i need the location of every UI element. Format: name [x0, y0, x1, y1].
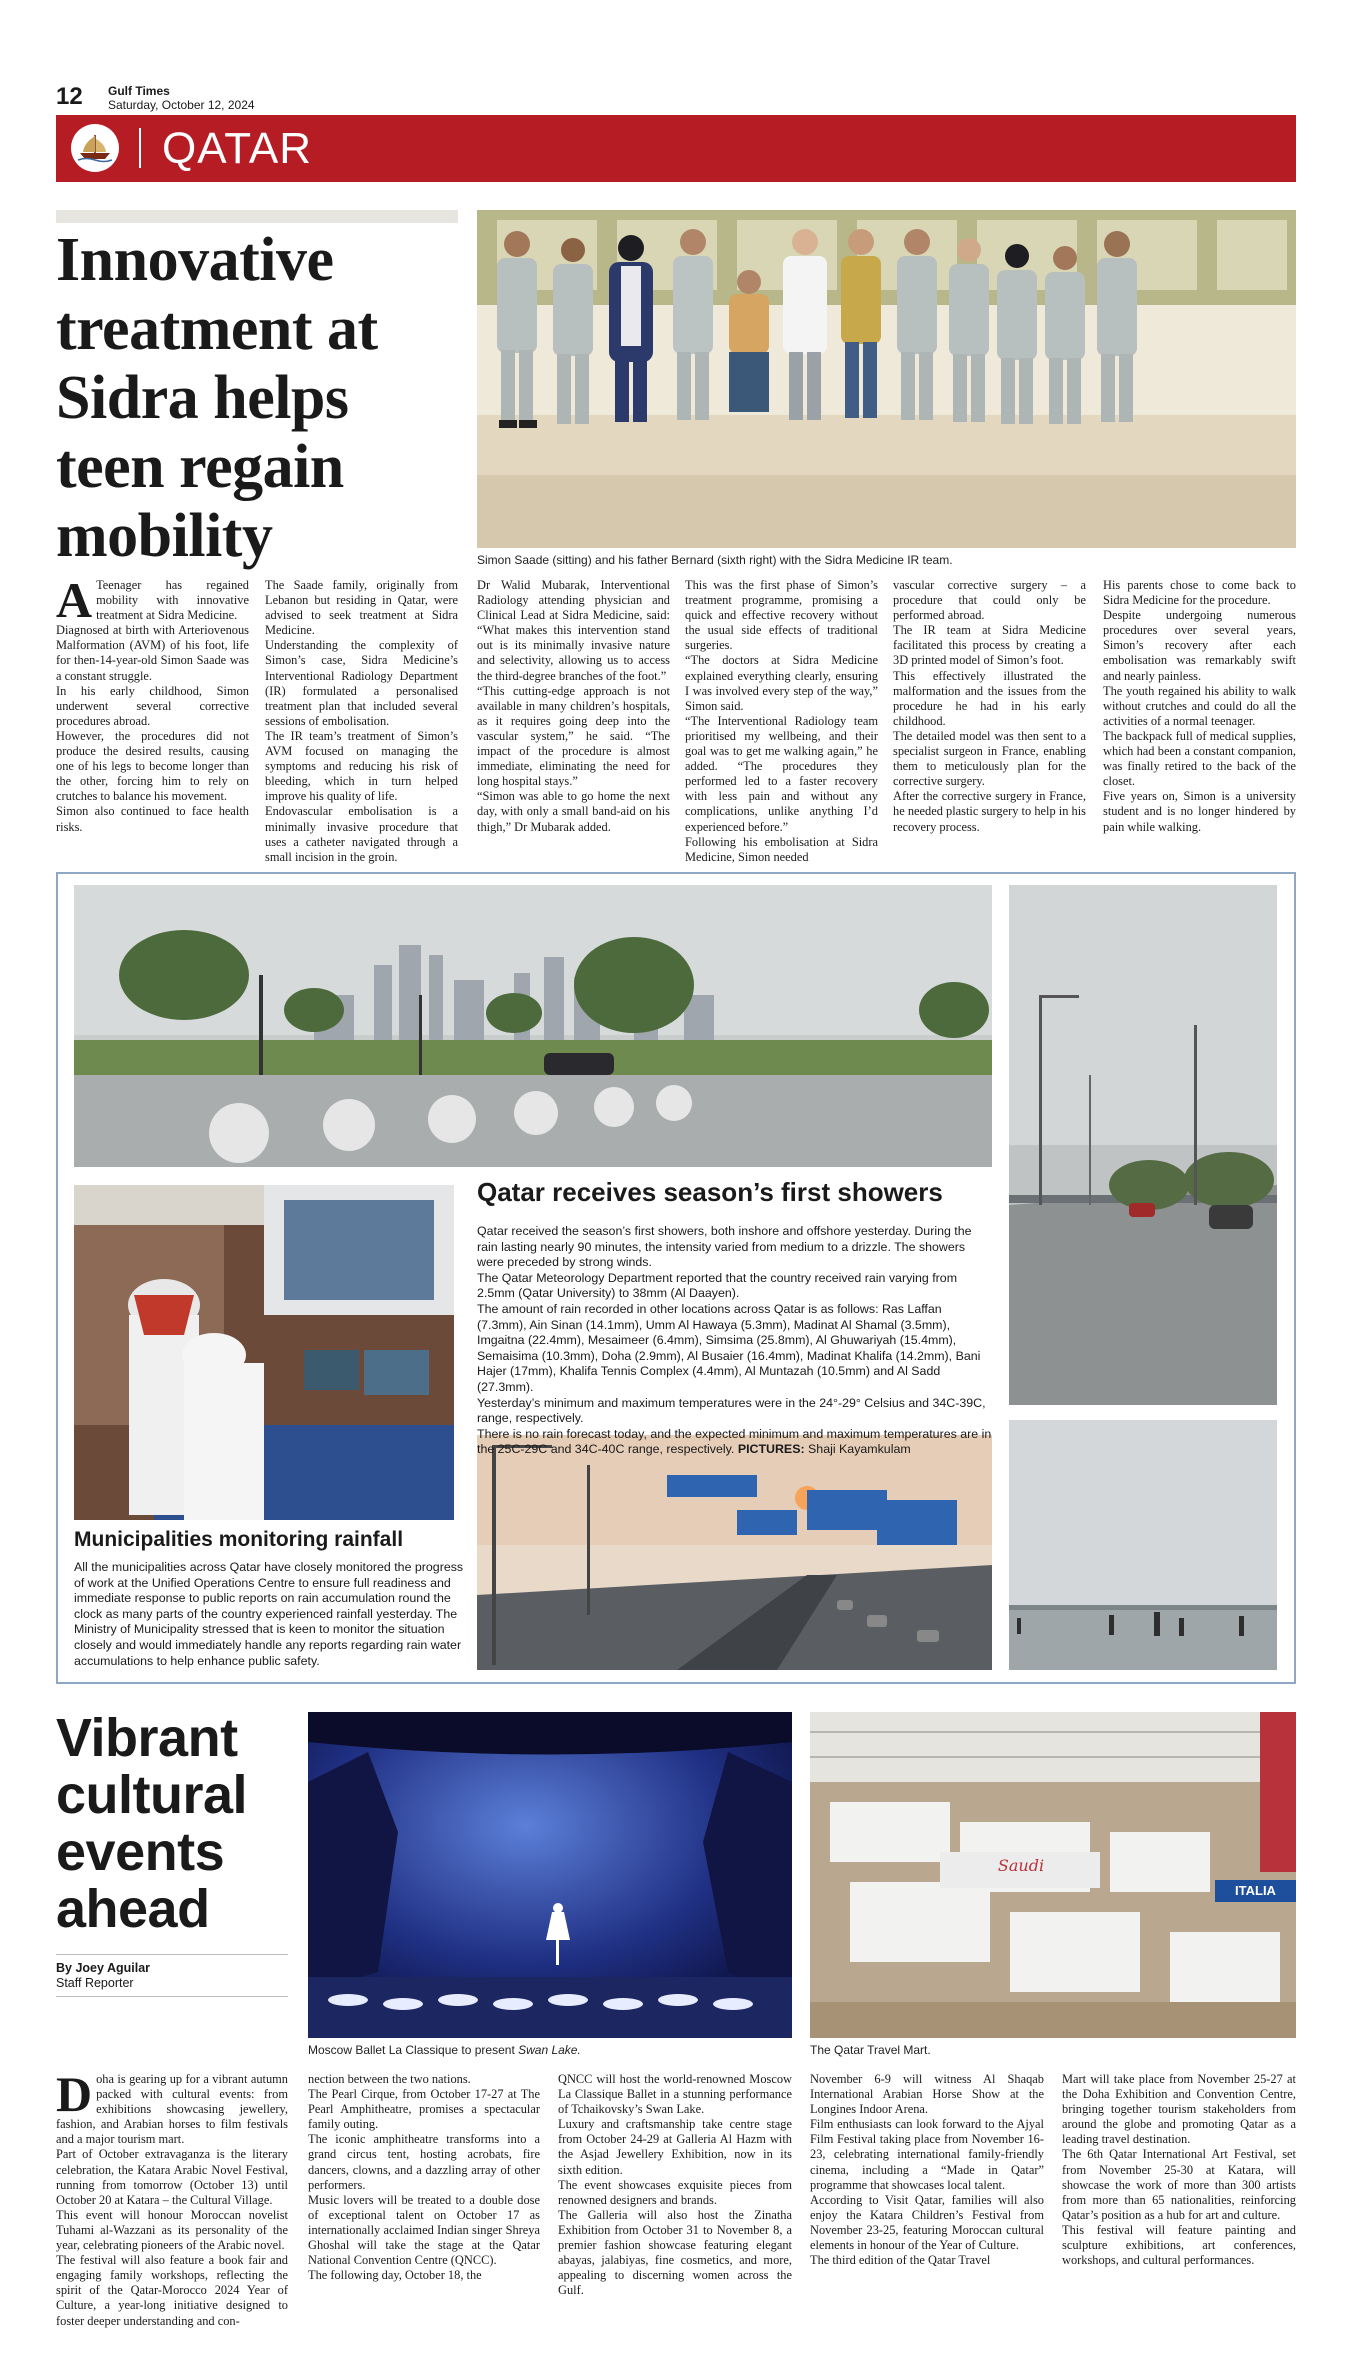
swan-lake-ballet-photo: [308, 1712, 792, 2038]
paragraph: Yesterday’s minimum and maximum temperatures were in the 24°-29° Celsius and 34C-39C, range, respectively.: [477, 1395, 986, 1426]
municipalities-text: All the municipalities across Qatar have closely monitored the progress of work at the Unified Operations Centre to ensure full readiness and immediate response to public reports on rain accumulation round the clock as many parts of the country experienced rainfall yesterday. The Ministry of Municipality stressed that is keen to monitor the situation closely and would immediately handle any reports regarding rain water accumulations to help enhance public safety.: [74, 1560, 464, 1668]
paragraph: The IR team’s treatment of Simon’s AVM focused on managing the symptoms and reducing his risk of bleeding, which in turn helped improve his quality of life.: [265, 728, 458, 804]
paragraph: Simon also continued to face health risks.: [56, 804, 249, 834]
paragraph: The IR team at Sidra Medicine facilitated this process by creating a 3D printed model of Simon’s foot.: [893, 623, 1086, 668]
sunset-highway-photo: [477, 1435, 992, 1670]
seafront-rain-photo: [1009, 1420, 1277, 1670]
story1-column-3: [477, 578, 670, 835]
story1-column-5: [893, 578, 1086, 835]
story3-column-2: [308, 2072, 540, 2283]
banner-divider: [139, 128, 141, 168]
paragraph: The Pearl Cirque, from October 17-27 at The Pearl Amphitheatre, promises a spectacular family outing.: [308, 2087, 540, 2132]
paragraph: His parents chose to come back to Sidra Medicine for the procedure.: [1103, 578, 1296, 608]
paragraph: nection between the two nations.: [308, 2072, 471, 2086]
paragraph: However, the procedures did not produce the desired results, causing one of his legs to become longer than the other, forcing him to rely on crutches to balance his movement.: [56, 728, 249, 804]
paragraph: Luxury and craftsmanship take centre stage from October 24-29 at Galleria Al Hazm with the Asjad Jewellery Exhibition, now in its sixth edition.: [558, 2117, 792, 2177]
paragraph: The backpack full of medical supplies, which had been a constant companion, was finally retired to the back of the closet.: [1103, 728, 1296, 789]
paragraph-text: There is no rain forecast today, and the expected minimum and maximum temperatures are in the 25C-29C and 34C-40C range, respectively.: [477, 1426, 992, 1457]
pictures-label: PICTURES:: [737, 1442, 805, 1457]
weather-headline: Qatar receives season’s first showers: [477, 1177, 943, 1207]
paragraph: [477, 1427, 992, 1458]
paragraph: This festival will feature painting and sculpture exhibitions, art conferences, workshops, and cultural performances.: [1062, 2222, 1296, 2268]
paragraph: The Qatar Meteorology Department reported that the country received rain varying from 2.5mm (Qatar University) to 38mm (Al Daayen).: [477, 1270, 958, 1301]
paragraph: The Saade family, originally from Lebanon but residing in Qatar, were advised to seek treatment at Sidra Medicine.: [265, 578, 458, 638]
caption-title: Swan Lake.: [518, 2043, 581, 2057]
story1-column-2: [265, 578, 458, 865]
byline-bottom-rule: [56, 1996, 288, 1997]
paragraph: According to Visit Qatar, families will also enjoy the Katara Children’s Festival from November 23-25, featuring Moroccan cultural elements in honour of the Year of Culture.: [810, 2192, 1044, 2253]
paragraph: oha is gearing up for a vibrant autumn packed with cultural events: from exhibitions showcasing jewellery, fashion, and Arabian horses to film festivals and a major tourism mart.: [56, 2072, 288, 2147]
photographer-credit: Shaji Kayamkulam: [808, 1442, 911, 1457]
paragraph: The iconic amphitheatre transforms into a grand circus tent, hosting acrobats, fire dancers, clowns, and a dazzling array of other performers.: [308, 2132, 540, 2192]
paragraph: A Teenager has regained mobility with innovative treatment at Sidra Medicine.: [56, 572, 249, 628]
paragraph: The festival will also feature a book fair and engaging family workshops, reflecting the spirit of the Qatar-Morocco 2024 Year of Culture, a year-long initiative designed to foster deeper understanding and con-: [56, 2253, 288, 2328]
paragraph: The 6th Qatar International Art Festival, set from November 25-30 at Katara, will showcase the work of more than 300 artists from more than 65 nationalities, reinforcing Qatar’s position as a hub for art and culture.: [1062, 2147, 1296, 2222]
story3-column-5: [1062, 2072, 1296, 2268]
story3-column-4: [810, 2072, 1044, 2268]
story1-column-1: [56, 572, 249, 835]
paragraph: Film enthusiasts can look forward to the Ajyal Film Festival taking place from November 16-23, celebrating international family-friendly cinema, including a “Made in Qatar” programme that showcases local talent.: [810, 2117, 1044, 2192]
paragraph: Following his embolisation at Sidra Medicine, Simon needed: [685, 834, 878, 864]
paragraph: Part of October extravaganza is the literary celebration, the Katara Arabic Novel Festival, running from tomorrow (October 13) until October 20 at Katara – the Cultural Village.: [56, 2147, 288, 2207]
sidra-team-photo: [477, 210, 1296, 548]
paragraph: After the corrective surgery in France, he needed plastic surgery to help in his recovery process.: [893, 789, 1086, 834]
ballet-photo-caption: [308, 2043, 792, 2058]
rainy-road-photo: [1009, 885, 1277, 1405]
paragraph: Understanding the complexity of Simon’s case, Sidra Medicine’s Interventional Radiology Department (IR) formulated a personalised treatment plan that included several sessions of embolisation.: [265, 638, 458, 728]
paragraph: The event showcases exquisite pieces from renowned designers and brands.: [558, 2177, 792, 2207]
paragraph: Endovascular embolisation is a minimally invasive procedure that uses a catheter navigated through a small incision in the groin.: [265, 804, 458, 864]
paragraph: Qatar received the season’s first showers, both inshore and offshore yesterday. During the rain lasting nearly 90 minutes, the intensity varied from medium to a drizzle. The showers were preceded by strong winds.: [477, 1224, 972, 1270]
section-title: QATAR: [162, 124, 313, 173]
headline-rule: [56, 210, 458, 223]
weather-text: [477, 1224, 992, 1458]
operations-centre-photo: [74, 1185, 454, 1520]
italia-stand-sign: ITALIA: [1235, 1883, 1276, 1898]
paragraph: November 6-9 will witness Al Shaqab International Arabian Horse Show at the Longines Indoor Arena.: [810, 2072, 1044, 2117]
paragraph: Despite undergoing numerous procedures over several years, Simon’s recovery after each embolisation was remarkably swift and nearly painless.: [1103, 608, 1296, 683]
paragraph: This was the first phase of Simon’s treatment programme, promising a quick and effective recovery without the usual side effects of traditional surgeries.: [685, 578, 878, 653]
story1-column-4: [685, 578, 878, 865]
paragraph: vascular corrective surgery – a procedure that could only be performed abroad.: [893, 578, 1086, 623]
newspaper-name: Gulf Times: [108, 84, 170, 98]
story1-headline: Innovative treatment at Sidra helps teen regain mobility: [56, 226, 378, 570]
paragraph: The detailed model was then sent to a specialist surgeon in France, enabling them to meticulously plan for the corrective surgery.: [893, 728, 1086, 789]
paragraph: The following day, October 18, the: [308, 2268, 482, 2283]
paragraph: The third edition of the Qatar Travel: [810, 2253, 991, 2268]
paragraph: This event will honour Moroccan novelist Tuhami al-Wazzani as its personality of the year, celebrating pioneers of the Arabic novel.: [56, 2207, 288, 2253]
paragraph: “The doctors at Sidra Medicine explained everything clearly, ensuring I was involved every step of the way,” Simon said.: [685, 653, 878, 713]
paragraph: This effectively illustrated the malformation and the issues from the procedure he had in his early childhood.: [893, 668, 1086, 728]
corniche-skyline-photo: [74, 885, 992, 1167]
municipalities-headline: Municipalities monitoring rainfall: [74, 1528, 404, 1551]
dhow-logo-icon: [71, 124, 119, 172]
paragraph: Dr Walid Mubarak, Interventional Radiology attending physician and Clinical Lead at Sidra Medicine, said: “What makes this intervention stand out is its minimally invasive nature and selectivity, allowing us to access the third-degree branches of the foot.”: [477, 578, 670, 683]
paragraph: “The Interventional Radiology team prioritised my wellbeing, and their goal was to get me walking again,” he added. “The procedures they performed led to a faster recovery with less pain and without any complications, unlike anything I’d experienced before.”: [685, 713, 878, 834]
issue-date: Saturday, October 12, 2024: [108, 98, 255, 112]
byline-rule: [56, 1954, 288, 1955]
saudi-stand-sign: Saudi: [997, 1856, 1045, 1875]
story3-column-3: [558, 2072, 792, 2298]
story1-column-6: [1103, 578, 1296, 835]
page-number: 12: [56, 83, 83, 110]
byline-author: By Joey Aguilar: [56, 1961, 151, 1975]
travel-mart-caption: The Qatar Travel Mart.: [810, 2043, 931, 2057]
paragraph: Five years on, Simon is a university student and is no longer hindered by pain while walking.: [1103, 789, 1296, 834]
paragraph: The Galleria will also host the Zinatha Exhibition from October 31 to November 8, a premier fashion showcase featuring elegant abayas, jalabiyas, fine cosmetics, and more, appealing to discerning women across the Gulf.: [558, 2207, 792, 2298]
paragraph: QNCC will host the world-renowned Moscow La Classique Ballet in a stunning performance of Tchaikovsky’s Swan Lake.: [558, 2072, 792, 2117]
story1-photo-caption: Simon Saade (sitting) and his father Bernard (sixth right) with the Sidra Medicine IR team.: [477, 553, 953, 567]
paragraph: “This cutting-edge approach is not available in many children’s hospitals, as it requires going deep into the vascular system,” he said. “The impact of the procedure is almost immediate, eliminating the need for long hospital stays.”: [477, 683, 670, 789]
paragraph: Teenager has regained mobility with innovative treatment at Sidra Medicine.: [96, 578, 249, 623]
story3-column-1: [56, 2066, 288, 2329]
caption-text: Moscow Ballet La Classique to present: [308, 2043, 519, 2057]
paragraph: Diagnosed at birth with Arteriovenous Malformation (AVM) of his foot, life for then-14-year-old Simon Saade was a constant struggle.: [56, 623, 249, 683]
byline-role: Staff Reporter: [56, 1976, 134, 1990]
paragraph: The youth regained his ability to walk without crutches and could do all the activities of a normal teenager.: [1103, 683, 1296, 728]
paragraph: “Simon was able to go home the next day, with only a small band-aid on his thigh,” Dr Mubarak added.: [477, 789, 670, 834]
paragraph: Music lovers will be treated to a double dose of exceptional talent on October 17 as internationally acclaimed Indian singer Shreya Ghoshal will take the stage at the Qatar National Convention Centre (QNCC).: [308, 2192, 540, 2268]
paragraph: In his early childhood, Simon underwent several corrective procedures abroad.: [56, 683, 249, 728]
story3-headline: Vibrant cultural events ahead: [56, 1708, 248, 1939]
paragraph: The amount of rain recorded in other locations across Qatar is as follows: Ras Laffan (7.3mm), Ain Sinan (14.1mm), Umm Al Hawaya (5.3mm), Madinat Al Shamal (3.5mm), Imgaitna (22.4mm), Mesaimeer (6.4mm), Simsima (25.8mm), Al Ghuwariyah (15.4mm), Semaisima (10.3mm), Doha (2.9mm), Al Busaier (16.4mm), Madinat Khalifa (14.2mm), Bani Hajer (17mm), Khalifa Tennis Complex (4.4mm), Al Muntazah (10.5mm) and Al Sadd (27.3mm).: [477, 1301, 981, 1394]
paragraph: Mart will take place from November 25-27 at the Doha Exhibition and Convention Centre, bringing together tourism stakeholders from around the globe and promoting Qatar as a leading travel destination.: [1062, 2072, 1296, 2147]
paragraph: Doha is gearing up for a vibrant autumn packed with cultural events: from exhibitions showcasing jewellery, fashion, and Arabian horses to film festivals and a major tourism mart.: [56, 2066, 288, 2147]
